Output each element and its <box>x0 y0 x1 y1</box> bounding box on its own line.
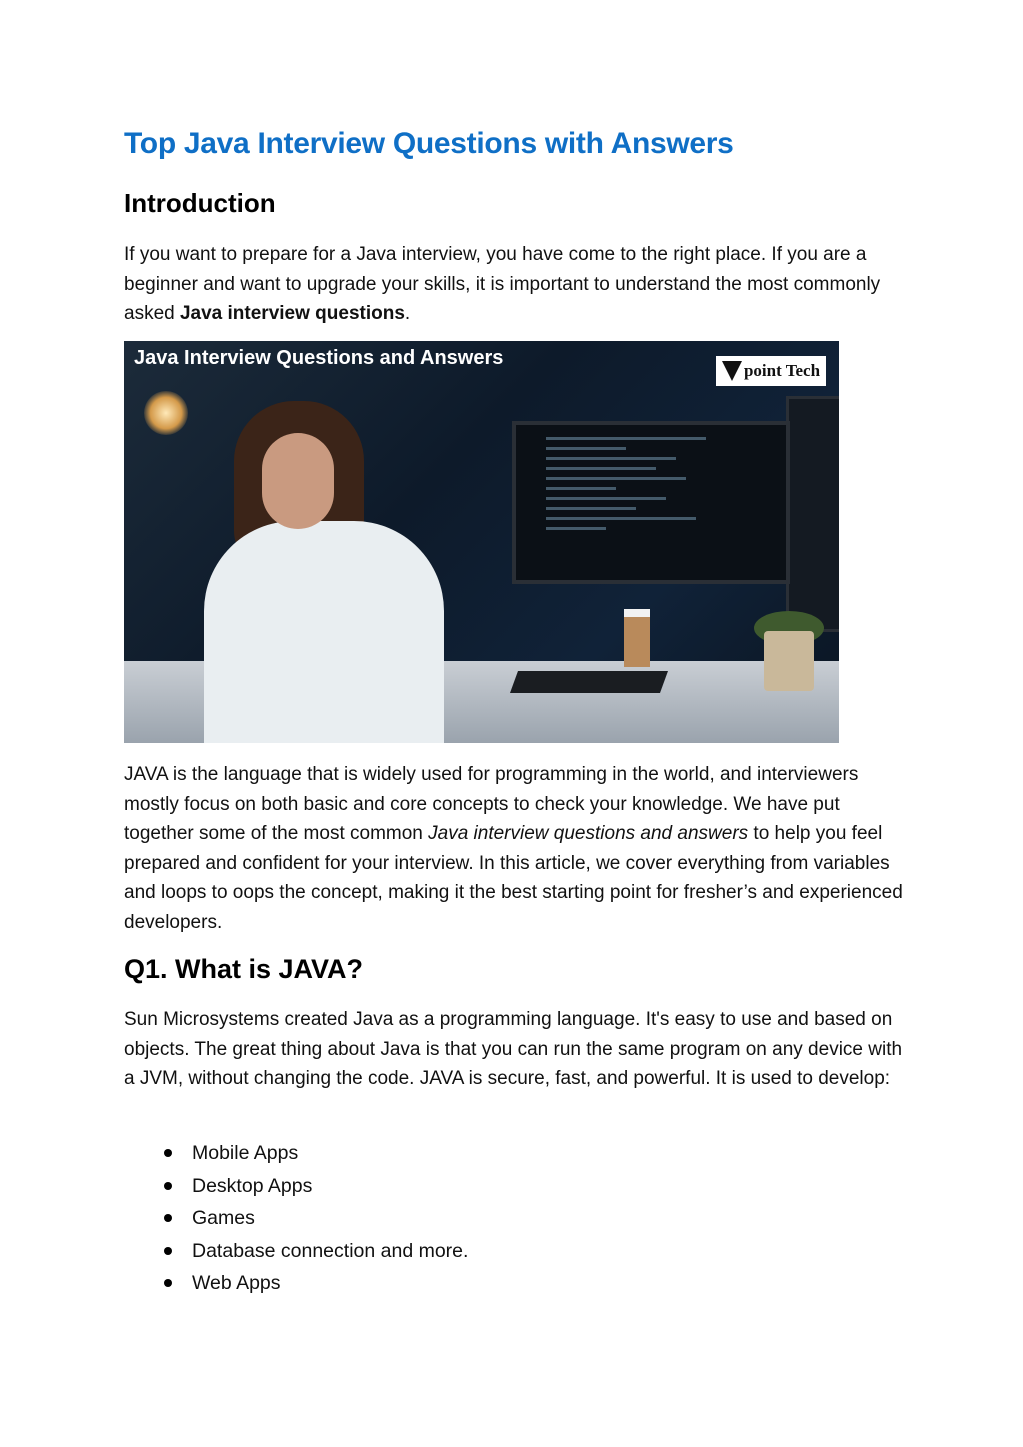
person-body <box>204 521 444 743</box>
coffee-cup <box>624 609 650 667</box>
intro-heading: Introduction <box>124 188 276 218</box>
logo-triangle-icon <box>722 361 742 381</box>
list-item-text: Desktop Apps <box>192 1174 313 1197</box>
intro-paragraph <box>124 240 914 329</box>
list-item-text: Mobile Apps <box>192 1142 299 1164</box>
list-item <box>164 1202 468 1235</box>
lamp-light <box>144 391 188 435</box>
q1-heading: Q1. What is JAVA? <box>124 954 364 984</box>
overview-italic-keyword: Java interview questions and answers <box>428 823 749 844</box>
overview-text-end: to help you feel prepared and confident for your interview. In this article, we cover everything from variables and loops to oops the concept, making it the best starting point for fresher’s and experienced developers. <box>124 823 903 933</box>
list-item-text: Games <box>192 1207 255 1229</box>
intro-text-end: . <box>404 303 411 324</box>
list-item-text: Web Apps <box>192 1272 281 1294</box>
plant-pot <box>764 631 814 691</box>
bullet-icon <box>164 1279 172 1287</box>
overview-text: JAVA is the language that is widely used for programming in the world, and interviewers mostly focus on both basic and core concepts to check your knowledge. We have put together some of the most common <box>124 764 859 844</box>
list-item <box>164 1267 468 1300</box>
list-item-text: Database connection and more. <box>192 1239 469 1262</box>
intro-bold-keyword: Java interview questions <box>179 303 405 324</box>
list-item <box>164 1137 468 1170</box>
bullet-icon <box>164 1182 172 1190</box>
person-face <box>262 433 334 529</box>
list-item <box>164 1170 468 1203</box>
code-lines <box>546 437 746 537</box>
side-monitor <box>786 396 839 632</box>
bullet-icon <box>164 1247 172 1255</box>
bullet-icon <box>164 1214 172 1222</box>
hero-image <box>124 341 839 743</box>
hero-caption: Java Interview Questions and Answers <box>134 347 504 369</box>
java-uses-list <box>164 1137 468 1300</box>
keyboard <box>510 671 668 693</box>
overview-paragraph <box>124 760 914 937</box>
intro-text: If you want to prepare for a Java interview, you have come to the right place. If you are a beginner and want to upgrade your skills, it is important to understand the most commonly asked <box>124 244 881 324</box>
q1-paragraph: Sun Microsystems created Java as a programming language. It's easy to use and based on objects. The great thing about Java is that you can run the same program on any device with a JVM, without changing the code. JAVA is secure, fast, and powerful. It is used to develop: <box>124 1009 903 1089</box>
list-item <box>164 1235 468 1268</box>
logo-text: point Tech <box>743 361 821 380</box>
page-title: Top Java Interview Questions with Answers <box>124 127 734 160</box>
monitor <box>512 421 790 584</box>
tpoint-tech-logo <box>716 356 826 386</box>
bullet-icon <box>164 1149 172 1157</box>
